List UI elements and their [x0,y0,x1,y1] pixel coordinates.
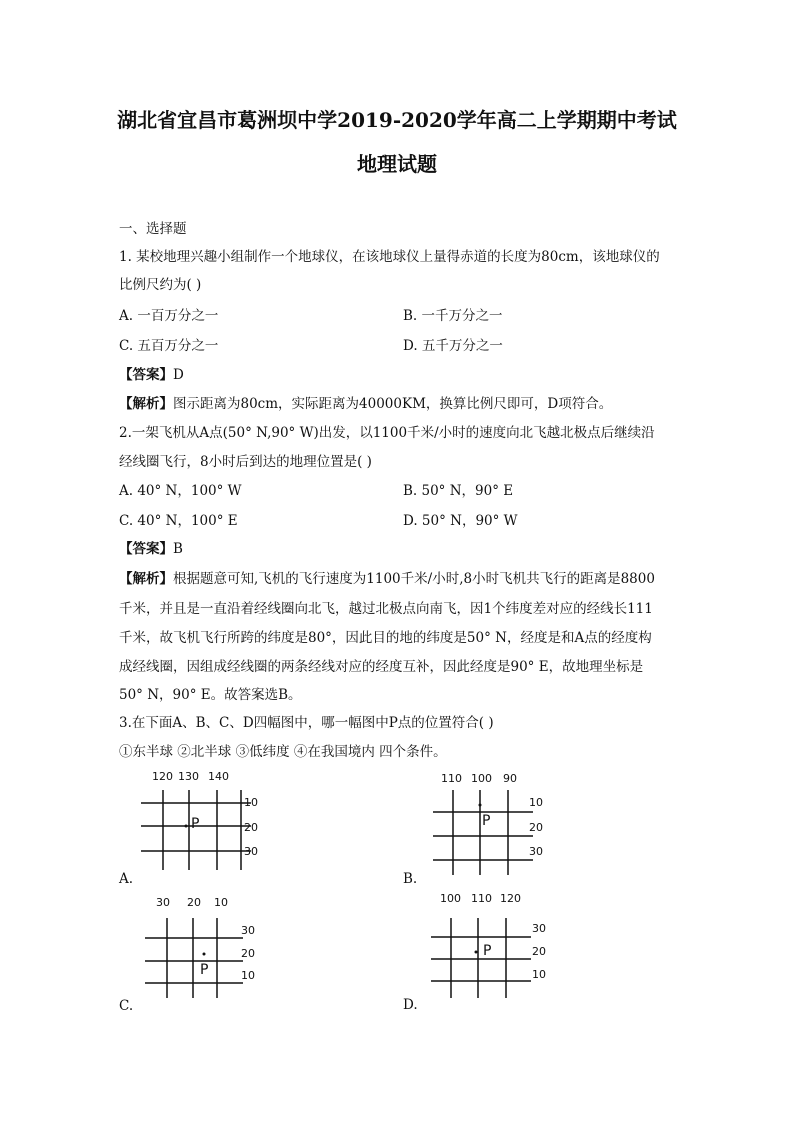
lon-label: 110 [471,892,492,905]
diagram-c [119,892,279,1017]
analysis-text: 根据题意可知,飞机的飞行速度为1100千米/小时,8小时飞机共飞行的距离是8800 [173,571,655,587]
lat-label: 30 [532,922,546,935]
lat-lon-grid [433,790,533,875]
q1-answer [119,363,184,383]
diagram-option: D. [403,997,418,1013]
q2-option-c: C. 40° N，100° E [119,513,238,529]
lon-label: 10 [214,896,228,909]
q1-stem-line1: 1. 某校地理兴趣小组制作一个地球仪，在该地球仪上量得赤道的长度为80cm，该地球仪的 [119,249,660,265]
point-marker [475,951,478,954]
q2-option-a: A. 40° N，100° W [119,483,242,499]
q2-option-d: D. 50° N，90° W [403,513,518,529]
diagram-b [403,765,563,890]
diagram-option: A. [119,871,134,887]
q2-analysis-line3: 千米，故飞机飞行所跨的纬度是80°，因此目的地的纬度是50° N，经度是和A点的经度构 [119,630,652,646]
lat-label: 20 [529,821,543,834]
q2-option-b: B. 50° N，90° E [403,483,514,499]
answer-tag: 【答案】 [119,541,173,557]
diagram-d [403,885,563,1015]
lon-label: 130 [178,770,199,783]
point-label: P [483,943,492,959]
diagram-a [119,765,279,890]
lon-label: 100 [440,892,461,905]
analysis-text: 图示距离为80cm，实际距离为40000KM，换算比例尺即可，D项符合。 [173,396,613,412]
point-label: P [200,962,209,978]
lon-label: 110 [441,772,462,785]
analysis-tag: 【解析】 [119,571,173,587]
lat-label: 30 [244,845,258,858]
page-subtitle: 地理试题 [357,152,437,176]
lat-label: 10 [244,796,258,809]
point-label: P [191,816,200,832]
q2-analysis-line2: 千米，并且是一直沿着经线圈向北飞，越过北极点向南飞，因1个纬度差对应的经线长111 [119,601,653,617]
lat-label: 20 [532,945,546,958]
q2-analysis-line5: 50° N，90° E。故答案选B。 [119,687,302,703]
q1-option-a: A. 一百万分之一 [119,308,219,324]
lat-label: 10 [529,796,543,809]
page-title: 湖北省宜昌市葛洲坝中学2019-2020学年高二上学期期中考试 [117,108,677,132]
q2-stem-line1: 2.一架飞机从A点(50° N,90° W)出发，以1100千米/小时的速度向北飞越北极点后继续沿 [119,425,655,441]
q1-option-d: D. 五千万分之一 [403,338,503,354]
lon-label: 20 [187,896,201,909]
lat-lon-grid [145,918,243,998]
point-label: P [482,813,491,829]
q1-option-b: B. 一千万分之一 [403,308,503,324]
lon-label: 30 [156,896,170,909]
lat-label: 10 [532,968,546,981]
q3-stem-line2: ①东半球 ②北半球 ③低纬度 ④在我国境内 四个条件。 [119,744,447,760]
lon-label: 140 [208,770,229,783]
q1-option-c: C. 五百万分之一 [119,338,219,354]
point-marker [185,825,188,828]
q2-answer [119,537,183,557]
q2-analysis-line1 [119,567,655,587]
point-marker [479,804,482,807]
lat-label: 20 [241,947,255,960]
section-label: 一、选择题 [119,221,187,237]
q2-stem-line2: 经线圈飞行，8小时后到达的地理位置是( ) [119,454,372,470]
lon-label: 120 [500,892,521,905]
point-marker [203,953,206,956]
q3-stem-line1: 3.在下面A、B、C、D四幅图中，哪一幅图中P点的位置符合( ) [119,715,494,731]
lat-label: 30 [529,845,543,858]
lat-lon-grid [431,918,531,998]
diagram-option: B. [403,871,418,887]
answer-tag: 【答案】 [119,367,173,383]
q1-stem-line2: 比例尺约为( ) [119,277,202,293]
lat-label: 20 [244,821,258,834]
answer-value: B [173,541,183,557]
lon-label: 120 [152,770,173,783]
lat-label: 30 [241,924,255,937]
q1-analysis [119,392,612,412]
lat-label: 10 [241,969,255,982]
analysis-tag: 【解析】 [119,396,173,412]
answer-value: D [173,367,184,383]
diagram-option: C. [119,998,134,1014]
q2-analysis-line4: 成经线圈，因组成经线圈的两条经线对应的经度互补，因此经度是90° E，故地理坐标是 [119,659,644,675]
lon-label: 100 [471,772,492,785]
lon-label: 90 [503,772,517,785]
